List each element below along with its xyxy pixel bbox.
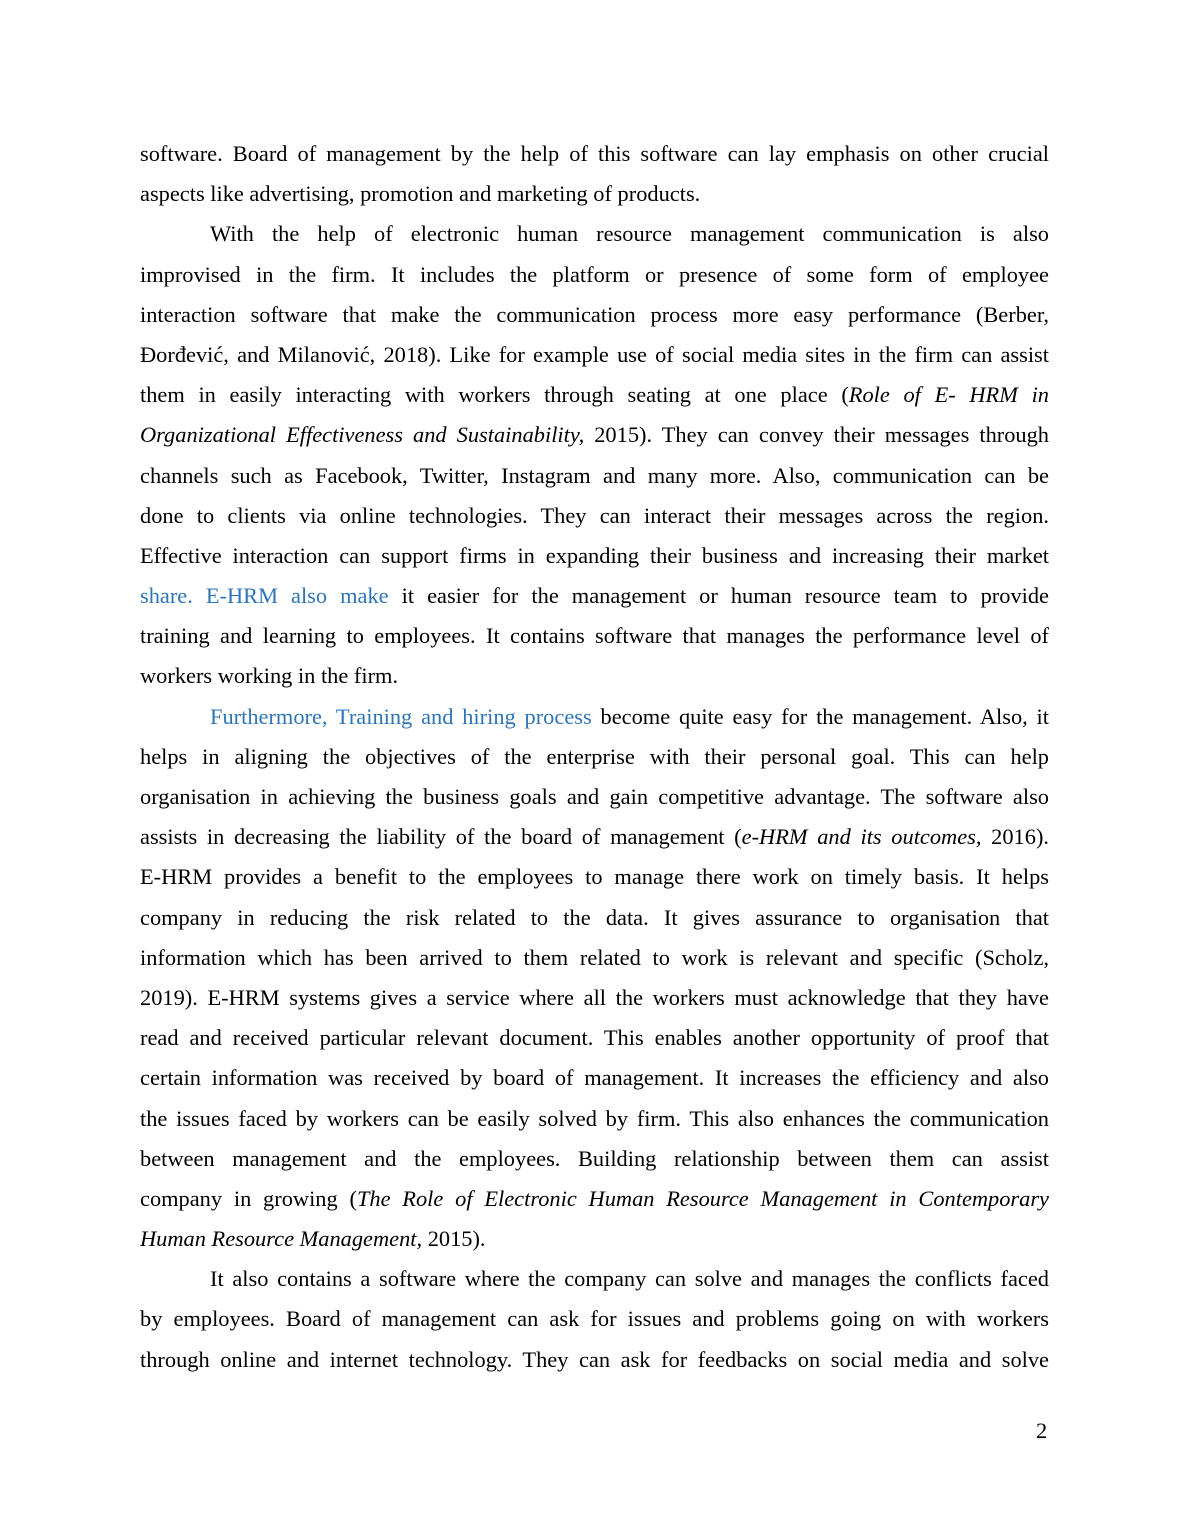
text-line — [140, 255, 1049, 295]
text-span: by employees. Board of management can ask for issues and problems going on with workers — [140, 1306, 1049, 1332]
text-line — [140, 536, 1049, 576]
paragraph — [140, 1259, 1049, 1380]
text-span: With the help of electronic human resource management communication is also — [210, 221, 1049, 247]
text-span: information which has been arrived to them related to work is relevant and specific (Scholz, — [140, 944, 1049, 970]
text-line — [140, 174, 1049, 214]
text-span: 2019). E-HRM systems gives a service where all the workers must acknowledge that they have — [140, 984, 1049, 1010]
citation-title: The Role of Electronic Human Resource Management in Contemporary — [356, 1185, 1049, 1211]
text-span: aspects like advertising, promotion and marketing of products. — [140, 181, 701, 207]
text-line — [140, 938, 1049, 978]
text-line — [140, 335, 1049, 375]
text-line — [140, 616, 1049, 656]
page-number: 2 — [1036, 1418, 1048, 1443]
text-span: company in reducing the risk related to the data. It gives assurance to organisation that — [140, 904, 1049, 930]
text-span: 2015). They can convey their messages through — [584, 422, 1049, 448]
citation-title: e-HRM and its outcomes, — [741, 824, 982, 850]
text-line — [140, 817, 1049, 857]
highlighted-text: share. E-HRM also make — [140, 583, 389, 609]
text-span: through online and internet technology. They can ask for feedbacks on social media and solve — [140, 1346, 1049, 1372]
document-body — [140, 134, 1049, 1380]
text-span: improvised in the firm. It includes the platform or presence of some form of employee — [140, 261, 1049, 287]
text-span: software. Board of management by the help of this software can lay emphasis on other crucial — [140, 141, 1049, 166]
text-span: workers working in the firm. — [140, 663, 399, 689]
text-line — [140, 1259, 1049, 1299]
text-span: certain information was received by board of management. It increases the efficiency and also — [140, 1065, 1049, 1091]
text-span: between management and the employees. Building relationship between them can assist — [140, 1145, 1049, 1171]
text-span: It also contains a software where the company can solve and manages the conflicts faced — [210, 1266, 1049, 1292]
text-line — [140, 134, 1049, 174]
citation-title: Organizational Effectiveness and Sustainability, — [140, 422, 585, 448]
text-line — [140, 496, 1049, 536]
text-line — [140, 857, 1049, 897]
text-line — [140, 375, 1049, 415]
text-line — [140, 1139, 1049, 1179]
text-span: them in easily interacting with workers through seating at one place ( — [140, 382, 849, 408]
highlighted-text: Furthermore, Training and hiring process — [210, 703, 592, 729]
text-span: 2015). — [422, 1226, 486, 1252]
text-span: channels such as Facebook, Twitter, Instagram and many more. Also, communication can be — [140, 462, 1049, 488]
text-span: become quite easy for the management. Also, it — [591, 703, 1049, 729]
text-line — [140, 898, 1049, 938]
text-line — [140, 295, 1049, 335]
paragraph — [140, 134, 1049, 214]
text-span: the issues faced by workers can be easily solved by firm. This also enhances the communication — [140, 1105, 1049, 1131]
text-line — [140, 978, 1049, 1018]
text-line — [140, 415, 1049, 455]
text-line — [140, 1099, 1049, 1139]
text-span: company in growing ( — [140, 1185, 357, 1211]
text-line — [140, 697, 1049, 737]
text-line — [140, 1179, 1049, 1219]
citation-title: Role of E- HRM in — [848, 382, 1049, 408]
text-span: it easier for the management or human resource team to provide — [388, 583, 1049, 609]
text-span: organisation in achieving the business goals and gain competitive advantage. The software also — [140, 784, 1049, 809]
text-line — [140, 777, 1049, 817]
text-line — [140, 1340, 1049, 1380]
text-span: Effective interaction can support firms in expanding their business and increasing their market — [140, 542, 1049, 568]
text-line — [140, 214, 1049, 254]
text-span: interaction software that make the communication process more easy performance (Berber, — [140, 301, 1049, 327]
citation-title: Human Resource Management, — [140, 1226, 423, 1252]
text-line — [140, 456, 1049, 496]
text-line — [140, 1058, 1049, 1098]
text-line — [140, 576, 1049, 616]
text-span: assists in decreasing the liability of the board of management ( — [140, 824, 742, 850]
text-span: Đorđević, and Milanović, 2018). Like for example use of social media sites in the firm can assist — [140, 341, 1049, 367]
text-line — [140, 656, 1049, 696]
text-span: helps in aligning the objectives of the enterprise with their personal goal. This can help — [140, 743, 1049, 769]
text-line — [140, 737, 1049, 777]
text-span: training and learning to employees. It contains software that manages the performance level of — [140, 623, 1049, 649]
paragraph — [140, 214, 1049, 696]
text-line — [140, 1219, 1049, 1259]
text-line — [140, 1299, 1049, 1339]
paragraph — [140, 697, 1049, 1260]
text-line — [140, 1018, 1049, 1058]
text-span: read and received particular relevant document. This enables another opportunity of proof that — [140, 1025, 1049, 1051]
text-span: E-HRM provides a benefit to the employees to manage there work on timely basis. It helps — [140, 864, 1049, 890]
text-span: done to clients via online technologies. They can interact their messages across the region. — [140, 502, 1049, 528]
text-span: 2016). — [981, 824, 1049, 850]
